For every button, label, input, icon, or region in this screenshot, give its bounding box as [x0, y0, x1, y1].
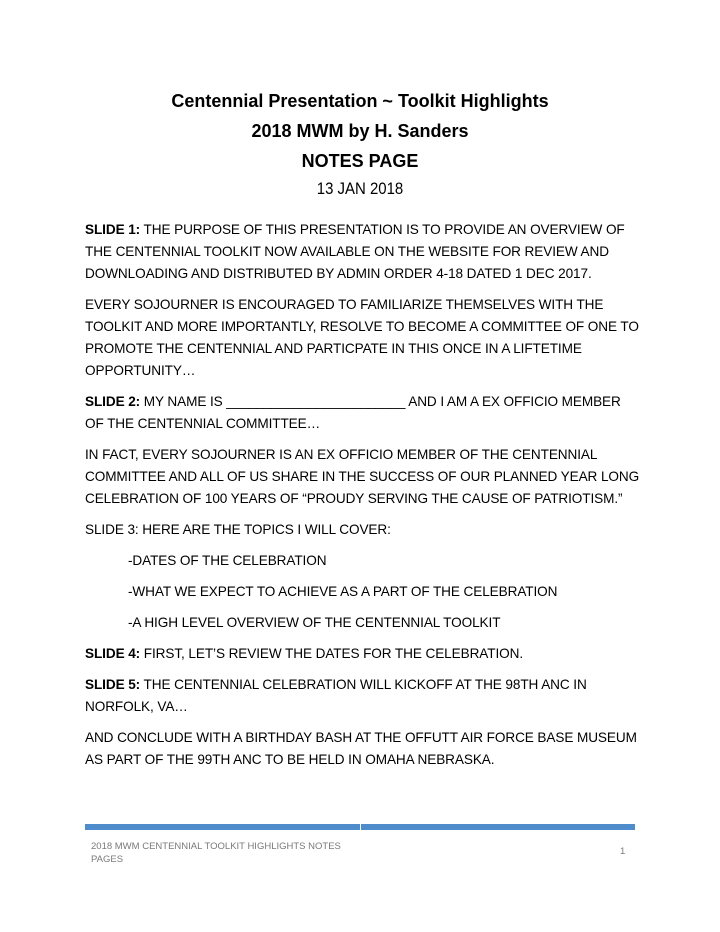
slide-4-label: SLIDE 4:	[85, 646, 141, 661]
document-date: 13 JAN 2018	[316, 179, 404, 198]
document-subtitle: 2018 MWM by H. Sanders	[251, 121, 469, 141]
slide-2-label: SLIDE 2:	[85, 394, 141, 409]
topic-item: -DATES OF THE CELEBRATION	[128, 553, 327, 568]
slide-3-paragraph: SLIDE 3: HERE ARE THE TOPICS I WILL COVER:	[85, 522, 391, 537]
slide-4-paragraph	[85, 643, 640, 665]
notes-page-label: NOTES PAGE	[301, 151, 419, 171]
footer-text: 2018 MWM CENTENNIAL TOOLKIT HIGHLIGHTS NOTES PAGES	[91, 841, 341, 865]
slide-4-text: FIRST, LET’S REVIEW THE DATES FOR THE CELEBRATION.	[140, 646, 523, 661]
page-number: 1	[620, 846, 626, 857]
slide-2-text: MY NAME IS ________________________ AND I AM A EX OFFICIO MEMBER OF THE CENTENNIAL COMMITTEE…	[85, 394, 621, 431]
slide-1-label: SLIDE 1:	[85, 222, 141, 237]
document-title: Centennial Presentation ~ Toolkit Highlights	[171, 91, 549, 111]
topic-item: -A HIGH LEVEL OVERVIEW OF THE CENTENNIAL TOOLKIT	[128, 615, 501, 630]
sojourner-paragraph: EVERY SOJOURNER IS ENCOURAGED TO FAMILIARIZE THEMSELVES WITH THE TOOLKIT AND MORE IMPORTANTLY, RESOLVE TO BECOME A COMMITTEE OF ONE TO PROMOTE THE CENTENNIAL AND PARTICPATE IN THIS ONCE IN A LIFTETIME OPPORTUNITY…	[85, 297, 639, 378]
document-header	[0, 86, 720, 202]
topic-item: -WHAT WE EXPECT TO ACHIEVE AS A PART OF THE CELEBRATION	[128, 584, 558, 599]
ex-officio-paragraph: IN FACT, EVERY SOJOURNER IS AN EX OFFICIO MEMBER OF THE CENTENNIAL COMMITTEE AND ALL OF US SHARE IN THE SUCCESS OF OUR PLANNED YEAR LONG CELEBRATION OF 100 YEARS OF “PROUDY SERVING THE CAUSE OF PATRIOTISM.”	[85, 447, 640, 506]
slide-1-paragraph	[85, 219, 640, 285]
slide-2-paragraph	[85, 391, 640, 435]
slide-1-text: THE PURPOSE OF THIS PRESENTATION IS TO PROVIDE AN OVERVIEW OF THE CENTENNIAL TOOLKIT NOW AVAILABLE ON THE WEBSITE FOR REVIEW AND DOWNLOADING AND DISTRIBUTED BY ADMIN ORDER 4-18 DATED 1 DEC 2017.	[85, 222, 625, 281]
footer-divider-notch	[360, 824, 361, 830]
slide-5-paragraph	[85, 674, 640, 718]
document-body	[85, 219, 640, 780]
conclude-paragraph: AND CONCLUDE WITH A BIRTHDAY BASH AT THE OFFUTT AIR FORCE BASE MUSEUM AS PART OF THE 99TH ANC TO BE HELD IN OMAHA NEBRASKA.	[85, 730, 637, 767]
footer-divider	[85, 824, 635, 830]
slide-5-text: THE CENTENNIAL CELEBRATION WILL KICKOFF AT THE 98TH ANC IN NORFOLK, VA…	[85, 677, 587, 714]
slide-5-label: SLIDE 5:	[85, 677, 141, 692]
